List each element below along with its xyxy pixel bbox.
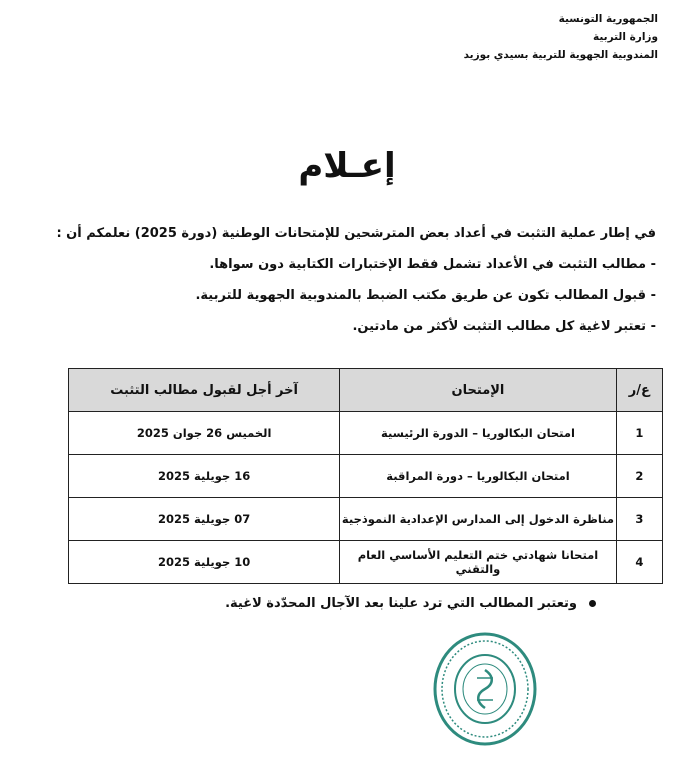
bullet-icon [589, 600, 596, 607]
row-deadline: 16 جويلية 2025 [69, 455, 340, 498]
deadlines-table [68, 368, 663, 584]
row-exam: امتحانا شهادتي ختم التعليم الأساسي العام والتقني [340, 541, 616, 584]
intro-point: - مطالب التثبت في الأعداد تشمل فقط الإختبارات الكتابية دون سواها. [209, 257, 656, 272]
closing-note-text: وتعتبر المطالب التي ترد علينا بعد الآجال المحدّدة لاغية. [225, 596, 577, 611]
row-deadline: 10 جويلية 2025 [69, 541, 340, 584]
header-ministry: وزارة التربية [592, 31, 658, 43]
header-directorate: المندوبية الجهوية للتربية بسيدي بوزيد [463, 49, 658, 61]
row-exam: امتحان البكالوريا – دورة المراقبة [340, 455, 616, 498]
row-deadline: 07 جويلية 2025 [69, 498, 340, 541]
intro-point: - تعتبر لاغية كل مطالب التثبت لأكثر من مادتين. [352, 319, 656, 334]
row-num: 2 [616, 455, 662, 498]
table-header-row [69, 369, 663, 412]
intro-text [36, 218, 656, 342]
row-deadline: الخميس 26 جوان 2025 [69, 412, 340, 455]
ministry-header [464, 10, 658, 64]
row-num: 1 [616, 412, 662, 455]
row-num: 4 [616, 541, 662, 584]
header-country: الجمهورية التونسية [558, 13, 658, 25]
official-seal-icon [432, 630, 538, 748]
row-exam: امتحان البكالوريا – الدورة الرئيسية [340, 412, 616, 455]
header-deadline: آخر أجل لقبول مطالب التثبت [69, 369, 340, 412]
table-row [69, 455, 663, 498]
row-num: 3 [616, 498, 662, 541]
header-exam: الإمتحان [340, 369, 616, 412]
intro-point: - قبول المطالب تكون عن طريق مكتب الضبط بالمندوبية الجهوية للتربية. [195, 288, 656, 303]
header-num: ع/ر [616, 369, 662, 412]
table-row [69, 498, 663, 541]
page-title: إعـلام [298, 146, 396, 186]
table-row [69, 412, 663, 455]
row-exam: مناظرة الدخول إلى المدارس الإعدادية النموذجية [340, 498, 616, 541]
intro-lead: في إطار عملية التثبت في أعداد بعض المترشحين للإمتحانات الوطنية (دورة 2025) نعلمكم أن : [56, 226, 656, 241]
table-row [69, 541, 663, 584]
closing-note [225, 596, 596, 611]
